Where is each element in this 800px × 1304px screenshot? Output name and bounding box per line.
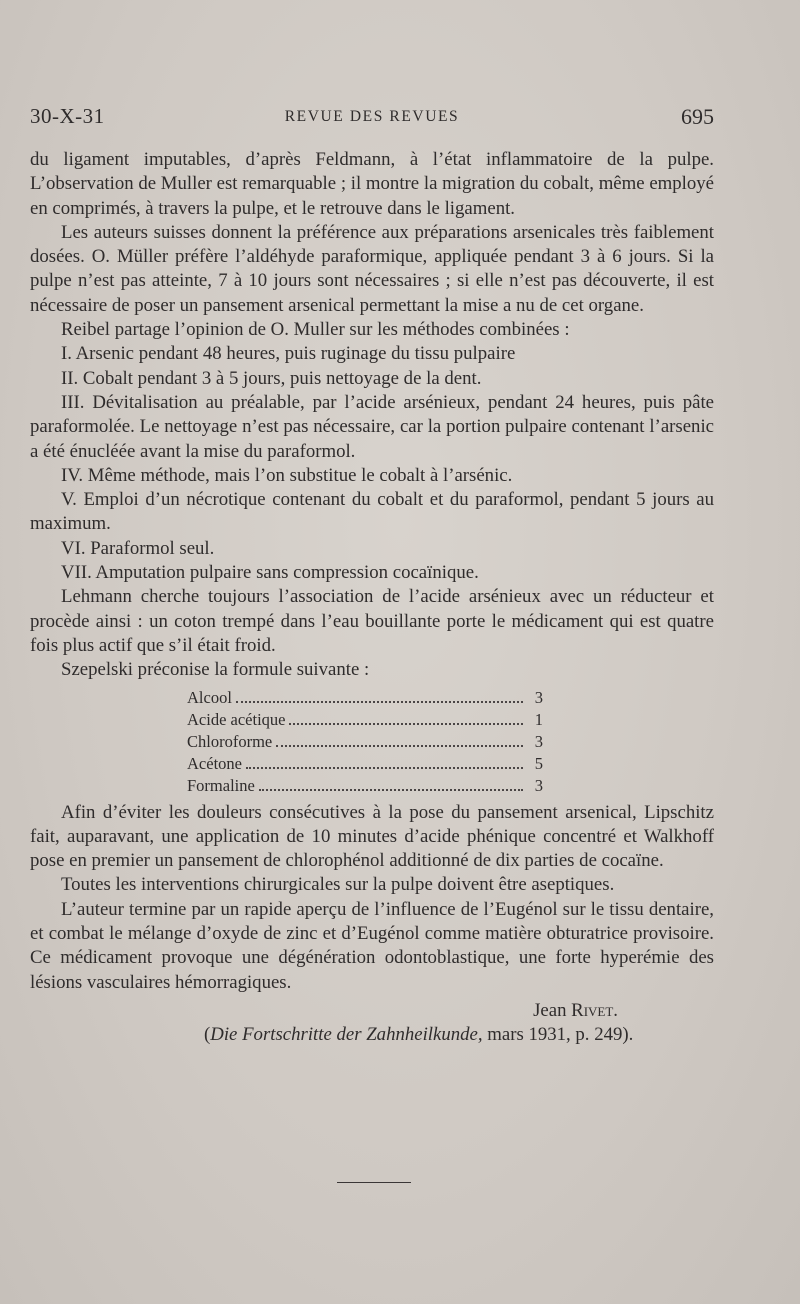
author-signature (30, 999, 714, 1023)
citation-details: mars 1931, p. 249). (482, 1024, 634, 1046)
paragraph: Toutes les interventions chirurgicales sur la pulpe doivent être aseptiques. (61, 874, 615, 896)
formula-row (187, 731, 543, 753)
citation-open: ( (204, 1024, 211, 1046)
formula-ingredient: Acide acétique (187, 709, 286, 729)
paragraph: Reibel partage l’opinion de O. Muller sur les méthodes combinées : (61, 319, 570, 341)
formula-row (187, 753, 543, 775)
dot-leader (276, 745, 523, 747)
formula-row (187, 775, 543, 797)
paragraph: Lehmann cherche toujours l’association de l’acide arsénieux avec un réducteur et procède ainsi : un coton trempé dans l’eau bouillante porte le médicament qui est quatre fois plus actif que s’il était froid. (30, 586, 714, 656)
formula-ingredient: Alcool (187, 687, 232, 707)
author-last-name: Rivet. (571, 999, 618, 1021)
formula-table (187, 687, 543, 797)
method-item: VII. Amputation pulpaire sans compression cocaïnique. (61, 562, 479, 584)
formula-quantity: 3 (534, 687, 543, 707)
dot-leader (289, 723, 523, 725)
formula-quantity: 3 (534, 731, 543, 751)
dot-leader (246, 767, 523, 769)
paragraph: Les auteurs suisses donnent la préférence aux préparations arsenicales très faiblement dosées. O. Müller préfère l’aldéhyde paraformique, appliquée pendant 3 à 6 jours. Si la pulpe n’est pas atteinte, 7 à 10 jours sont nécessaires ; si elle n’est pas découverte, il est nécessaire de poser un pansement arsenical permettant la mise a nu de cet organe. (30, 221, 714, 316)
header-title: REVUE DES REVUES (284, 108, 460, 125)
page-number: 695 (681, 104, 714, 129)
paragraph: L’auteur termine par un rapide aperçu de l’influence de l’Eugénol sur le tissu dentaire, et combat le mélange d’oxyde de zinc et d’Eugénol comme matière obturatrice provisoire. Ce médicament provoque une dégénération odontoblastique, une forte hyperémie des lésions vasculaires hémorragiques. (30, 898, 714, 993)
dot-leader (236, 701, 523, 703)
method-item: V. Emploi d’un nécrotique contenant du cobalt et du paraformol, pendant 5 jours au maximum. (30, 489, 714, 535)
method-item: II. Cobalt pendant 3 à 5 jours, puis nettoyage de la dent. (61, 367, 482, 389)
formula-ingredient: Formaline (187, 775, 255, 795)
article-body (30, 148, 714, 1048)
method-item: III. Dévitalisation au préalable, par l’acide arsénieux, pendant 24 heures, puis pâte paraformolée. Le nettoyage n’est pas nécessaire, car la portion pulpaire contenant l’arsenic a été énucléée avant la mise du paraformol. (30, 391, 714, 462)
formula-quantity: 3 (534, 775, 543, 795)
formula-quantity: 1 (534, 709, 543, 729)
running-header (30, 100, 714, 132)
method-item: I. Arsenic pendant 48 heures, puis ruginage du tissu pulpaire (61, 343, 516, 365)
formula-row (187, 709, 543, 731)
formula-quantity: 5 (534, 753, 543, 773)
header-date: 30-X-31 (30, 104, 105, 128)
paragraph: du ligament imputables, d’après Feldmann, à l’état inflammatoire de la pulpe. L’observation de Muller est remarquable ; il montre la migration du cobalt, même employé en comprimés, à travers la pulpe, et le retrouve dans le ligament. (30, 149, 714, 219)
method-item: VI. Paraformol seul. (61, 537, 215, 559)
paragraph: Afin d’éviter les douleurs consécutives à la pose du pansement arsenical, Lipschitz fait, auparavant, une application de 10 minutes d’acide phénique concentré et Walkhoff pose en premier un pansement de chlorophénol additionné de dix parties de cocaïne. (30, 801, 714, 872)
method-item: IV. Même méthode, mais l’on substitue le cobalt à l’arsénic. (61, 464, 513, 486)
formula-ingredient: Chloroforme (187, 731, 273, 751)
formula-row (187, 687, 543, 709)
dot-leader (259, 789, 523, 791)
formula-ingredient: Acétone (187, 753, 242, 773)
end-rule (337, 1182, 411, 1183)
paragraph: Szepelski préconise la formule suivante : (61, 659, 370, 681)
citation-journal: Die Fortschritte der Zahnheilkunde, (210, 1024, 483, 1046)
source-citation (30, 1023, 714, 1047)
author-first-name: Jean (533, 999, 567, 1021)
